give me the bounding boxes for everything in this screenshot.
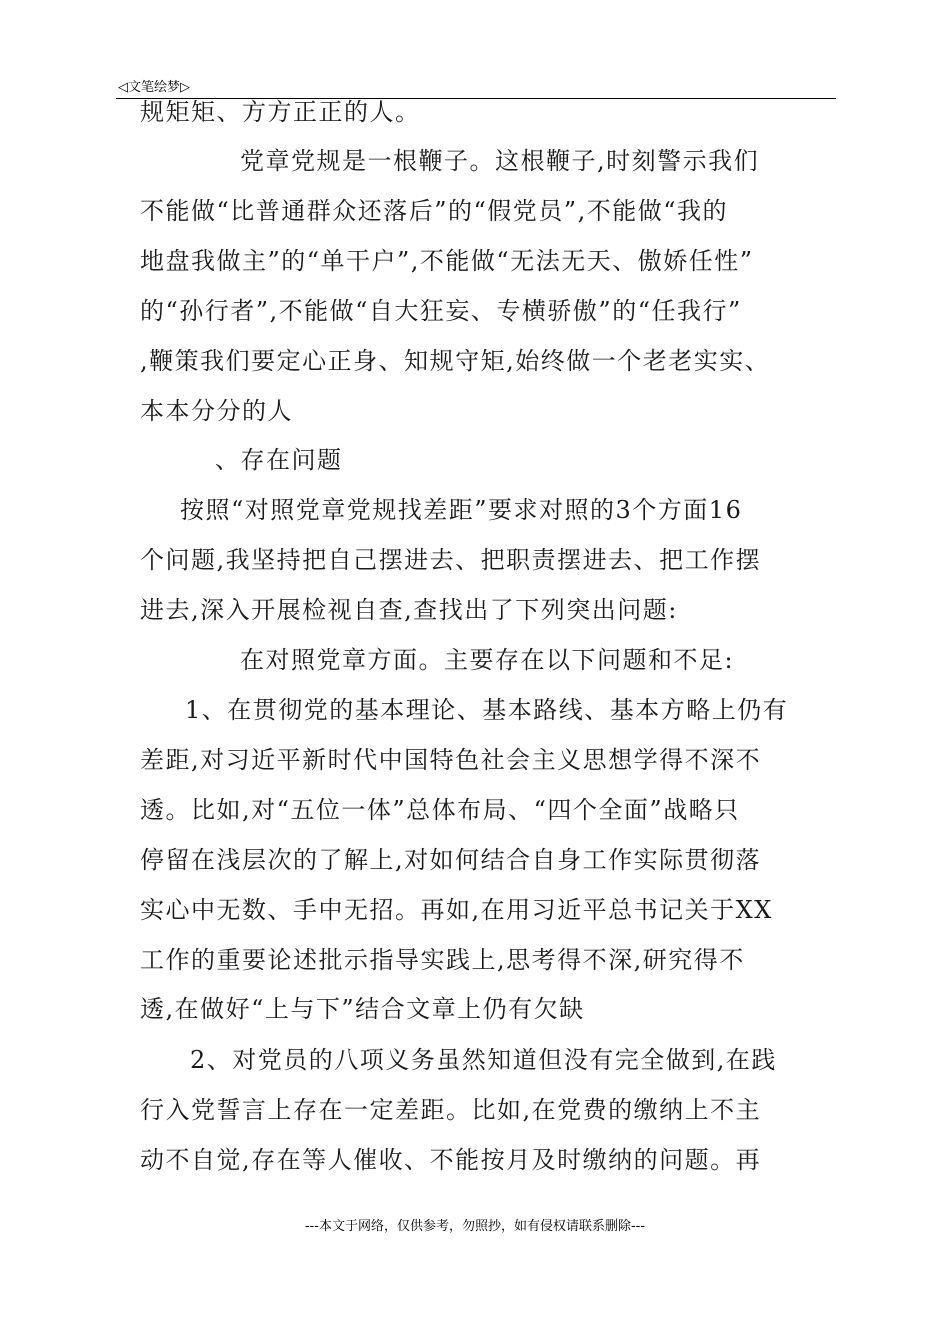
header-label: ◁文笔绘梦▷	[118, 80, 190, 95]
body-line: 透。比如,对“五位一体”总体布局、“四个全面”战略只	[140, 796, 740, 824]
body-line: 工作的重要论述批示指导实践上,思考得不深,研究得不	[140, 946, 745, 974]
body-line: 1、在贯彻党的基本理论、基本路线、基本方略上仍有	[185, 696, 789, 724]
section-heading: 、存在问题	[215, 446, 343, 474]
body-line: 党章党规是一根鞭子。这根鞭子,时刻警示我们	[240, 147, 760, 175]
body-line: ,鞭策我们要定心正身、知规守矩,始终做一个老老实实、	[140, 347, 771, 375]
body-line: 动不自觉,存在等人催收、不能按月及时缴纳的问题。再	[140, 1146, 762, 1174]
body-line: 2、对党员的八项义务虽然知道但没有完全做到,在践	[190, 1046, 777, 1074]
body-line: 透,在做好“上与下”结合文章上仍有欠缺	[140, 995, 585, 1023]
body-line: 个问题,我坚持把自己摆进去、把职责摆进去、把工作摆	[140, 546, 762, 574]
body-line: 实心中无数、手中无招。再如,在用习近平总书记关于XX	[140, 896, 773, 924]
subsection-heading: 在对照党章方面。主要存在以下问题和不足:	[240, 646, 735, 674]
body-line: 规矩矩、方方正正的人。	[140, 98, 421, 126]
body-line: 行入党誓言上存在一定差距。比如,在党费的缴纳上不主	[140, 1096, 762, 1124]
body-line: 进去,深入开展检视自查,查找出了下列突出问题:	[140, 596, 678, 624]
page-header	[116, 72, 836, 99]
body-line: 本本分分的人	[140, 397, 293, 425]
body-line: 差距,对习近平新时代中国特色社会主义思想学得不深不	[140, 746, 762, 774]
body-line: 的“孙行者”,不能做“自大狂妄、专横骄傲”的“任我行”	[140, 297, 742, 325]
body-line: 地盘我做主”的“单干户”,不能做“无法无天、傲娇任性”	[140, 247, 754, 275]
body-line: 按照“对照党章党规找差距”要求对照的3个方面16	[180, 496, 743, 524]
body-line: 不能做“比普通群众还落后”的“假党员”,不能做“我的	[140, 197, 728, 225]
footer-disclaimer: ---本文于网络，仅供参考，勿照抄，如有侵权请联系删除---	[304, 1219, 646, 1234]
body-line: 停留在浅层次的了解上,对如何结合自身工作实际贯彻落	[140, 846, 762, 874]
